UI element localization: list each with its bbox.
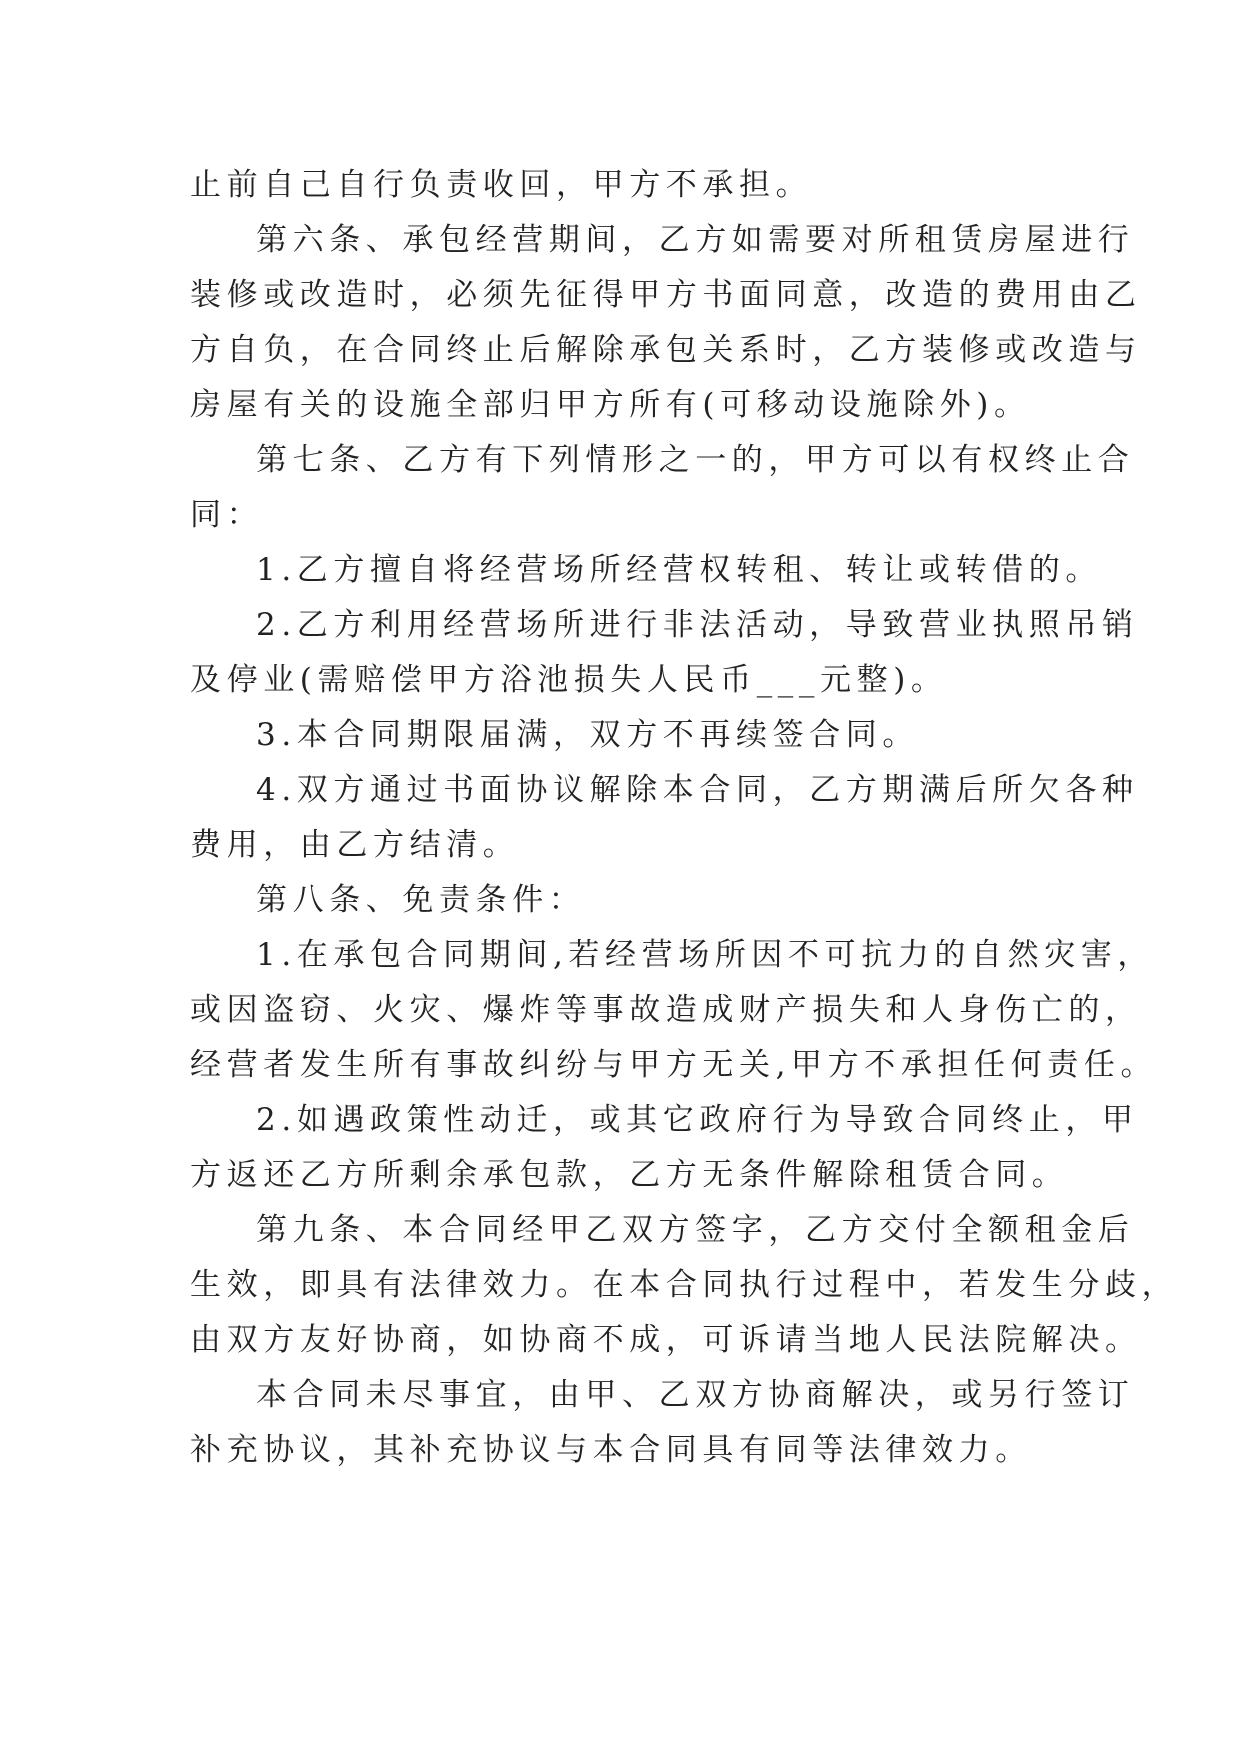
text-line: 费用，由乙方结清。 (190, 827, 520, 863)
text-line: 方自负，在合同终止后解除承包关系时，乙方装修或改造与 (190, 332, 1142, 368)
text-line: 生效，即具有法律效力。在本合同执行过程中，若发生分歧， (190, 1267, 1179, 1303)
text-line: 方返还乙方所剩余承包款，乙方无条件解除租赁合同。 (190, 1157, 1069, 1193)
text-line: 或因盗窃、火灾、爆炸等事故造成财产损失和人身伤亡的， (190, 992, 1142, 1028)
text-line: 及停业(需赔偿甲方浴池损失人民币___元整)。 (190, 662, 948, 698)
text-line: 由双方友好协商，如协商不成，可诉请当地人民法院解决。 (190, 1322, 1142, 1358)
text-line: 止前自己自行负责收回，甲方不承担。 (190, 167, 813, 203)
text-line-article-8: 第八条、免责条件： (256, 882, 586, 918)
text-line: 补充协议，其补充协议与本合同具有同等法律效力。 (190, 1432, 1032, 1468)
text-line-article-9: 第九条、本合同经甲乙双方签字，乙方交付全额租金后 (256, 1212, 1135, 1248)
text-line-item-4: 4.双方通过书面协议解除本合同，乙方期满后所欠各种 (256, 772, 1139, 808)
text-line: 同： (190, 497, 264, 533)
text-line-item-2: 2.如遇政策性动迁，或其它政府行为导致合同终止，甲 (256, 1102, 1139, 1138)
text-line: 房屋有关的设施全部归甲方所有(可移动设施除外)。 (190, 387, 1031, 423)
text-line: 装修或改造时，必须先征得甲方书面同意，改造的费用由乙 (190, 277, 1142, 313)
text-line-closing: 本合同未尽事宜，由甲、乙双方协商解决，或另行签订 (256, 1377, 1135, 1413)
text-line: 经营者发生所有事故纠纷与甲方无关,甲方不承担任何责任。 (190, 1047, 1158, 1083)
text-line-item-2: 2.乙方利用经营场所进行非法活动，导致营业执照吊销 (256, 607, 1139, 643)
text-line-item-3: 3.本合同期限届满，双方不再续签合同。 (256, 717, 919, 753)
text-line-article-7: 第七条、乙方有下列情形之一的，甲方可以有权终止合 (256, 442, 1135, 478)
text-line-item-1: 1.在承包合同期间,若经营场所因不可抗力的自然灾害， (256, 937, 1155, 973)
text-line-article-6: 第六条、承包经营期间，乙方如需要对所租赁房屋进行 (256, 222, 1135, 258)
text-line-item-1: 1.乙方擅自将经营场所经营权转租、转让或转借的。 (256, 552, 1102, 588)
